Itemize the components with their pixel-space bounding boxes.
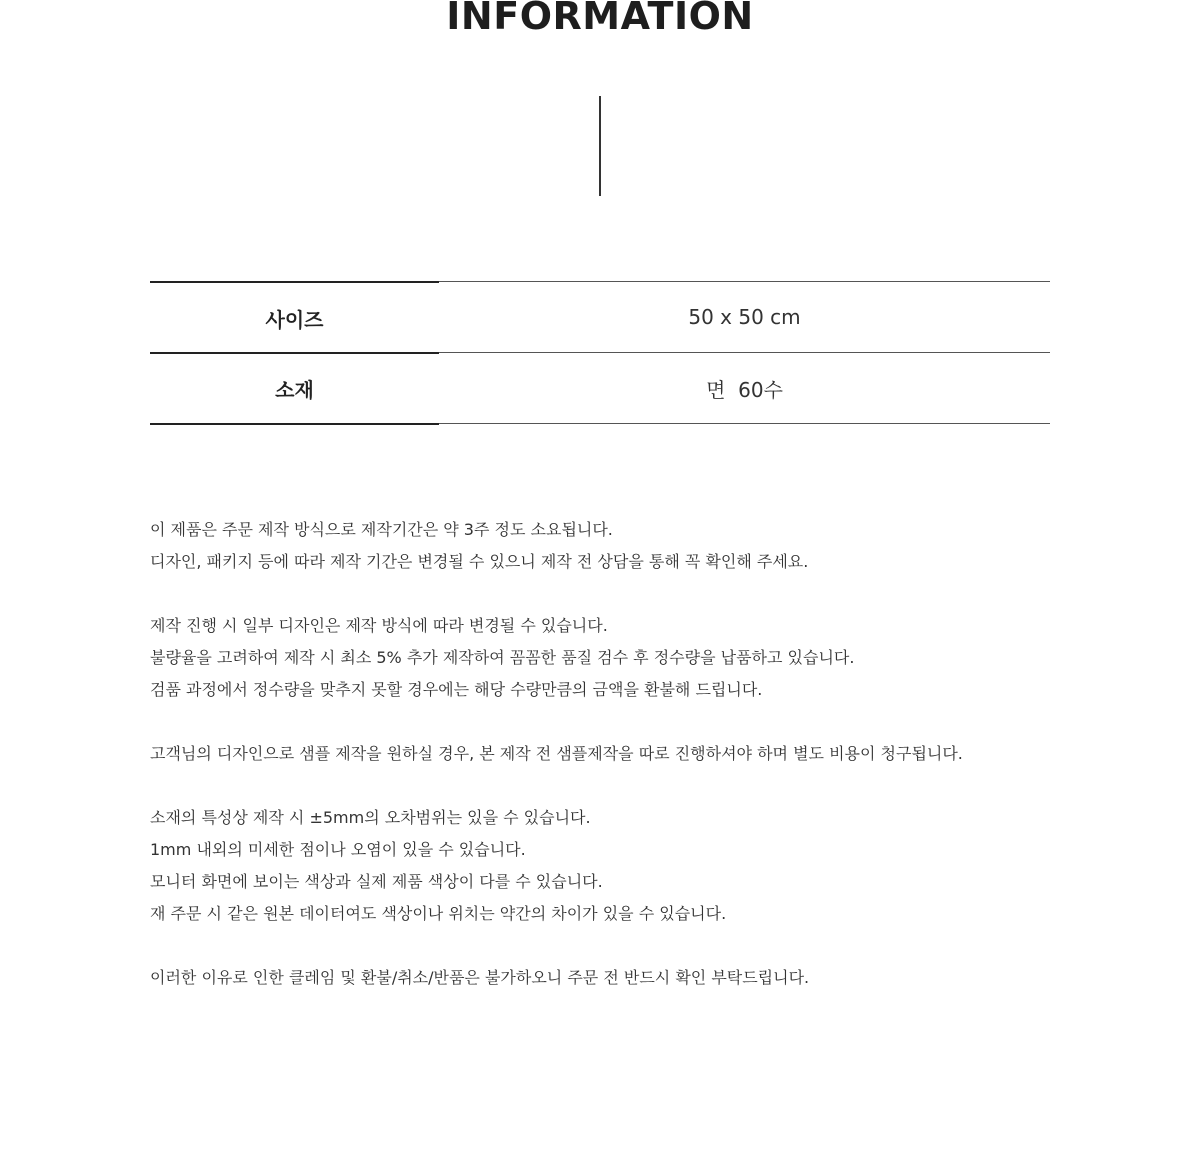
note-line: 제작 진행 시 일부 디자인은 제작 방식에 따라 변경될 수 있습니다. bbox=[150, 616, 608, 635]
vertical-divider bbox=[599, 96, 601, 196]
page-title: INFORMATION bbox=[446, 0, 754, 38]
note-line: 재 주문 시 같은 원본 데이터여도 색상이나 위치는 약간의 차이가 있을 수 있습니다. bbox=[150, 904, 727, 923]
spec-value-material: 면 60수 bbox=[706, 377, 783, 402]
note-line: 고객님의 디자인으로 샘플 제작을 원하실 경우, 본 제작 전 샘플제작을 따로 진행하셔야 하며 별도 비용이 청구됩니다. bbox=[150, 744, 963, 763]
note-line: 디자인, 패키지 등에 따라 제작 기간은 변경될 수 있으니 제작 전 상담을 통해 꼭 확인해 주세요. bbox=[150, 552, 809, 571]
spec-row-material bbox=[150, 352, 1050, 424]
note-group-quality bbox=[150, 610, 1050, 706]
spec-label-material: 소재 bbox=[150, 352, 439, 425]
note-line: 이 제품은 주문 제작 방식으로 제작기간은 약 3주 정도 소요됩니다. bbox=[150, 520, 613, 539]
note-group-sample bbox=[150, 738, 1050, 770]
note-group-material-variance bbox=[150, 802, 1050, 930]
note-line: 이러한 이유로 인한 클레임 및 환불/취소/반품은 불가하오니 주문 전 반드시 확인 부탁드립니다. bbox=[150, 968, 810, 987]
note-line: 모니터 화면에 보이는 색상과 실제 제품 색상이 다를 수 있습니다. bbox=[150, 872, 603, 891]
note-group-production-period bbox=[150, 514, 1050, 578]
note-line: 검품 과정에서 정수량을 맞추지 못할 경우에는 해당 수량만큼의 금액을 환불해 드립니다. bbox=[150, 680, 763, 699]
note-line: 소재의 특성상 제작 시 ±5mm의 오차범위는 있을 수 있습니다. bbox=[150, 808, 591, 827]
spec-value-size: 50 x 50 cm bbox=[688, 305, 801, 329]
spec-label-size: 사이즈 bbox=[150, 281, 439, 353]
note-line: 1mm 내외의 미세한 점이나 오염이 있을 수 있습니다. bbox=[150, 840, 526, 859]
note-group-refund-policy bbox=[150, 962, 1050, 994]
spec-row-size bbox=[150, 281, 1050, 352]
notes-section bbox=[150, 514, 1050, 1026]
note-line: 불량율을 고려하여 제작 시 최소 5% 추가 제작하여 꼼꼼한 품질 검수 후 정수량을 납품하고 있습니다. bbox=[150, 648, 855, 667]
spec-table bbox=[150, 281, 1050, 424]
